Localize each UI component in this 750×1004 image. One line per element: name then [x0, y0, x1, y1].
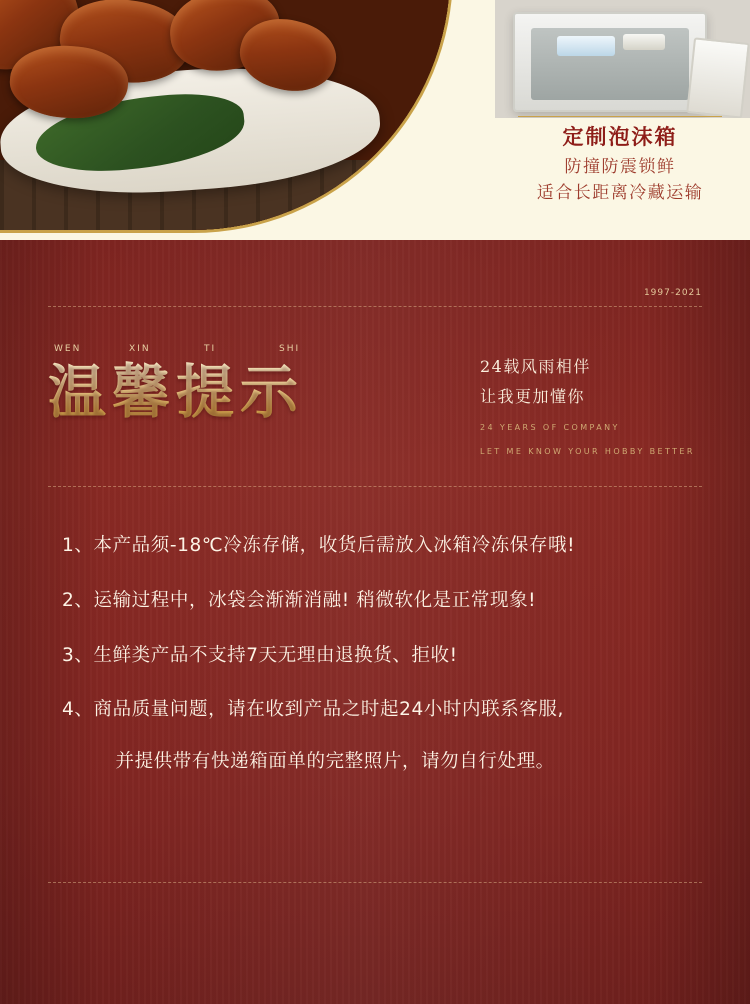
pinyin-2: XIN	[129, 344, 151, 354]
top-banner	[0, 0, 750, 240]
title-block	[48, 344, 388, 425]
ice-pack	[623, 34, 665, 50]
notice-list	[62, 532, 698, 803]
caption-sub-line-1: 防撞防震锁鲜	[564, 157, 676, 178]
divider-middle	[48, 486, 702, 487]
slogan-line-2: 让我更加懂你	[480, 386, 586, 406]
list-item-text: 生鲜类产品不支持7天无理由退换货、拒收!	[93, 644, 458, 666]
foam-box-lid	[686, 37, 750, 118]
ice-pack	[557, 36, 615, 56]
list-item-text: 运输过程中，冰袋会渐渐消融! 稍微软化是正常现象!	[93, 589, 537, 611]
page-title: 温馨提示	[48, 360, 388, 425]
slogan-english-2: LET ME KNOW YOUR HOBBY BETTER	[480, 447, 695, 457]
list-item-text: 本产品须-18℃冷冻存储，收货后需放入冰箱冷冻保存哦!	[93, 535, 576, 556]
list-item-text-line-1: 商品质量问题，请在收到产品之时起24小时内联系客服,	[93, 699, 565, 721]
caption-divider	[518, 116, 722, 117]
slogan-line-1: 24载风雨相伴	[480, 357, 591, 376]
title-pinyin-row	[54, 344, 354, 354]
divider-bottom	[48, 882, 702, 883]
foam-box-photo	[495, 0, 750, 118]
slogan-block	[480, 352, 710, 460]
list-item-number: 2、	[62, 589, 94, 611]
notice-section	[0, 240, 750, 1004]
year-range-tag: 1997-2021	[643, 288, 702, 298]
package-caption	[500, 122, 740, 206]
list-item	[62, 587, 698, 615]
list-item-number: 3、	[62, 644, 94, 666]
food-photo-circle	[0, 0, 453, 233]
list-item	[62, 532, 698, 560]
foam-box-shape	[513, 12, 707, 112]
caption-sub-line-2: 适合长距离冷藏运输	[536, 182, 704, 203]
pinyin-4: SHI	[279, 344, 301, 354]
list-item-number: 1、	[62, 535, 94, 556]
caption-main-text: 定制泡沫箱	[562, 124, 678, 149]
foam-box-interior	[531, 28, 689, 100]
divider-top	[48, 306, 702, 307]
list-item	[62, 642, 698, 670]
list-item-text-line-2: 并提供带有快递箱面单的完整照片，请勿自行处理。	[115, 751, 555, 772]
list-item-text	[93, 696, 698, 776]
list-item-number: 4、	[62, 699, 94, 721]
list-item	[62, 696, 698, 776]
pinyin-1: WEN	[54, 344, 82, 354]
slogan-english-1: 24 YEARS OF COMPANY	[480, 423, 620, 433]
pinyin-3: TI	[204, 344, 217, 354]
